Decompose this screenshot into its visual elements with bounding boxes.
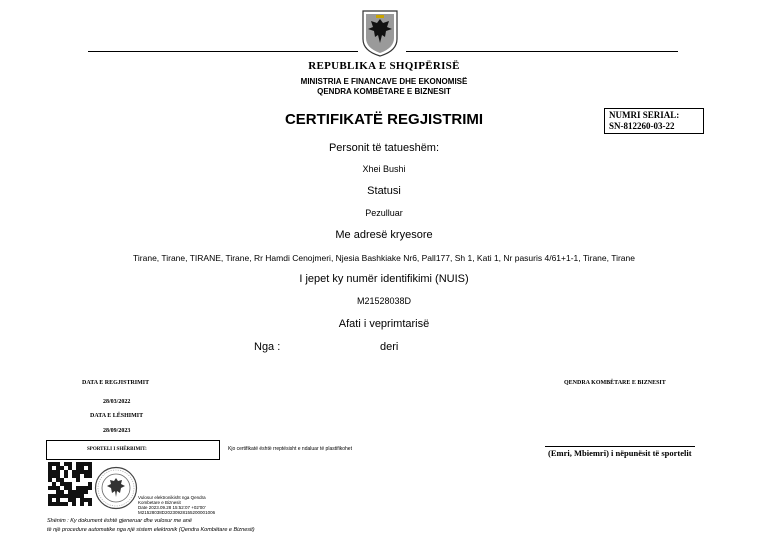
address-value: Tirane, Tirane, TIRANE, Tirane, Rr Hamdi Cenojmeri, Njesia Bashkiake Nr6, Pall177, Sh 1, Kati 1, Nr pasuris 4/61+1-1, Tirane, Tirane [133, 253, 635, 263]
serial-value: SN-812260-03-22 [609, 121, 675, 131]
ministry-heading: MINISTRIA E FINANCAVE DHE EKONOMISË [300, 77, 468, 86]
agency-round-seal-icon [94, 466, 138, 510]
taxpayer-label: Personit të tatueshëm: [328, 142, 440, 154]
albania-eagle-emblem-icon [361, 9, 399, 57]
esign-line-2: Kombetare e Biznesit [138, 500, 181, 505]
status-value: Pezulluar [365, 208, 403, 218]
laminate-note: Kjo certifikatë është rreptësisht e ndaluar të plastifikohet [228, 446, 352, 452]
employee-caption: (Emri, Mbiemri) i nëpunësit të sportelit [548, 448, 692, 458]
note-line-2: të një procedure automatike nga një sistem elektronik (Qendra Kombëtare e Biznesit) [47, 527, 255, 533]
registration-date-value: 28/03/2022 [103, 399, 131, 405]
agency-heading: QENDRA KOMBËTARE E BIZNESIT [317, 87, 451, 96]
service-desk-box [46, 440, 220, 460]
nuis-label: I jepet ky numër identifikimi (NUIS) [299, 273, 469, 285]
registration-date-label: DATA E REGJISTRIMIT [82, 380, 150, 386]
service-desk-label: SPORTELI I SHËRBIMIT: [87, 447, 147, 452]
esign-line-3: Date 2023.09.28 15:52:07 +02'00' [138, 505, 206, 510]
qr-code-icon [48, 462, 92, 506]
term-label: Afati i veprimtarisë [338, 318, 430, 330]
esign-line-4: M21528038D20230928155200001006 [138, 510, 216, 515]
agency-footer-label: QENDRA KOMBËTARE E BIZNESIT [564, 380, 666, 386]
issue-date-value: 28/09/2023 [103, 428, 131, 434]
term-from-label: Nga : [254, 341, 281, 353]
nuis-value: M21528038D [356, 296, 412, 306]
term-to-label: deri [380, 341, 399, 353]
status-label: Statusi [367, 185, 401, 197]
taxpayer-name: Xhei Bushi [362, 164, 406, 174]
note-line-1: Shënim : Ky dokument është gjeneruar dhe vulosur me anë [47, 518, 192, 524]
republic-heading: REPUBLIKA E SHQIPËRISË [308, 60, 460, 72]
issue-date-label: DATA E LËSHIMIT [90, 413, 144, 419]
address-label: Me adresë kryesore [335, 229, 433, 241]
serial-label: NUMRI SERIAL: [609, 110, 680, 120]
certificate-title: CERTIFIKATË REGJISTRIMI [284, 111, 484, 128]
esign-line-1: Vulosur elektronikisht nga Qendra [138, 495, 206, 500]
serial-number-box [604, 108, 704, 134]
